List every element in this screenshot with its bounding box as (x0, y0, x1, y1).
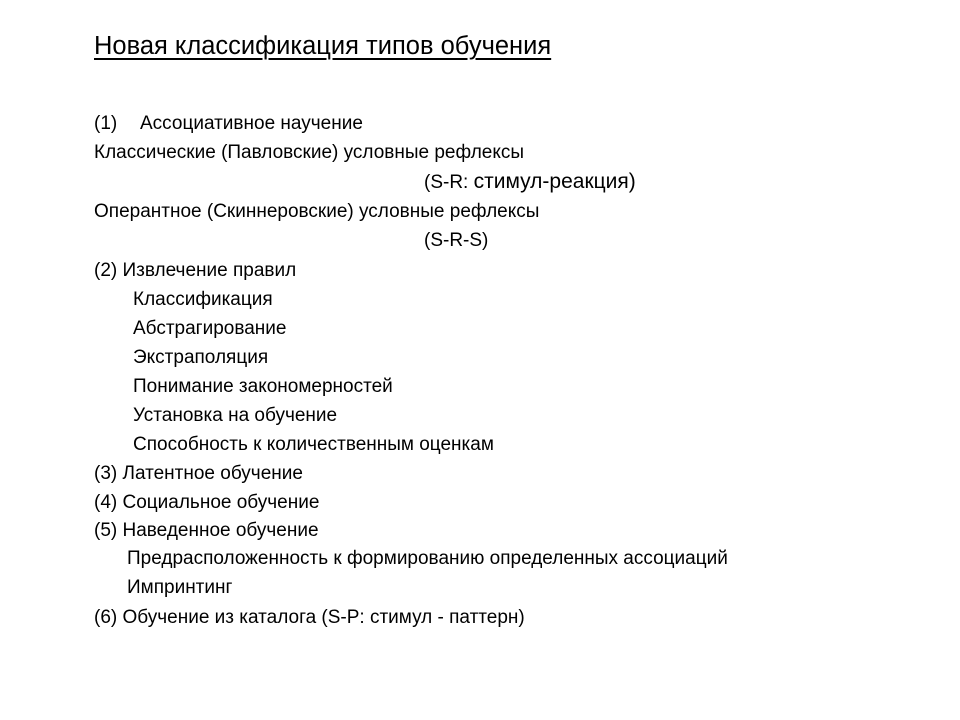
induced-item: Предрасположенность к формированию определенных ассоциаций (127, 548, 728, 569)
rule-item: Понимание закономерностей (133, 376, 393, 397)
induced-item: Импринтинг (127, 577, 233, 598)
latent-learning-heading: (3) Латентное обучение (94, 463, 303, 484)
associative-learning-heading: Ассоциативное научение (140, 113, 363, 134)
rule-item: Способность к количественным оценкам (133, 434, 494, 455)
item-number-1: (1) (94, 113, 118, 134)
classical-conditioning-line: Классические (Павловские) условные рефлексы (94, 142, 525, 163)
rule-item: Абстрагирование (133, 318, 287, 339)
operant-conditioning-line: Оперантное (Скиннеровские) условные рефлексы (94, 201, 540, 222)
operant-formula-line: (S-R-S) (424, 230, 489, 251)
rule-extraction-heading: (2) Извлечение правил (94, 260, 297, 281)
slide-title: Новая классификация типов обучения (94, 32, 552, 60)
catalog-learning-heading: (6) Обучение из каталога (S-P: стимул - паттерн) (94, 607, 525, 628)
social-learning-heading: (4) Социальное обучение (94, 492, 320, 513)
rule-item: Экстраполяция (133, 347, 269, 368)
classical-formula-prefix: (S-R: (424, 172, 474, 193)
rule-item: Установка на обучение (133, 405, 338, 426)
classical-formula-text: стимул-реакция) (473, 170, 636, 193)
induced-learning-heading: (5) Наведенное обучение (94, 520, 319, 541)
rule-item: Классификация (133, 289, 273, 310)
classical-formula-line (424, 169, 636, 196)
